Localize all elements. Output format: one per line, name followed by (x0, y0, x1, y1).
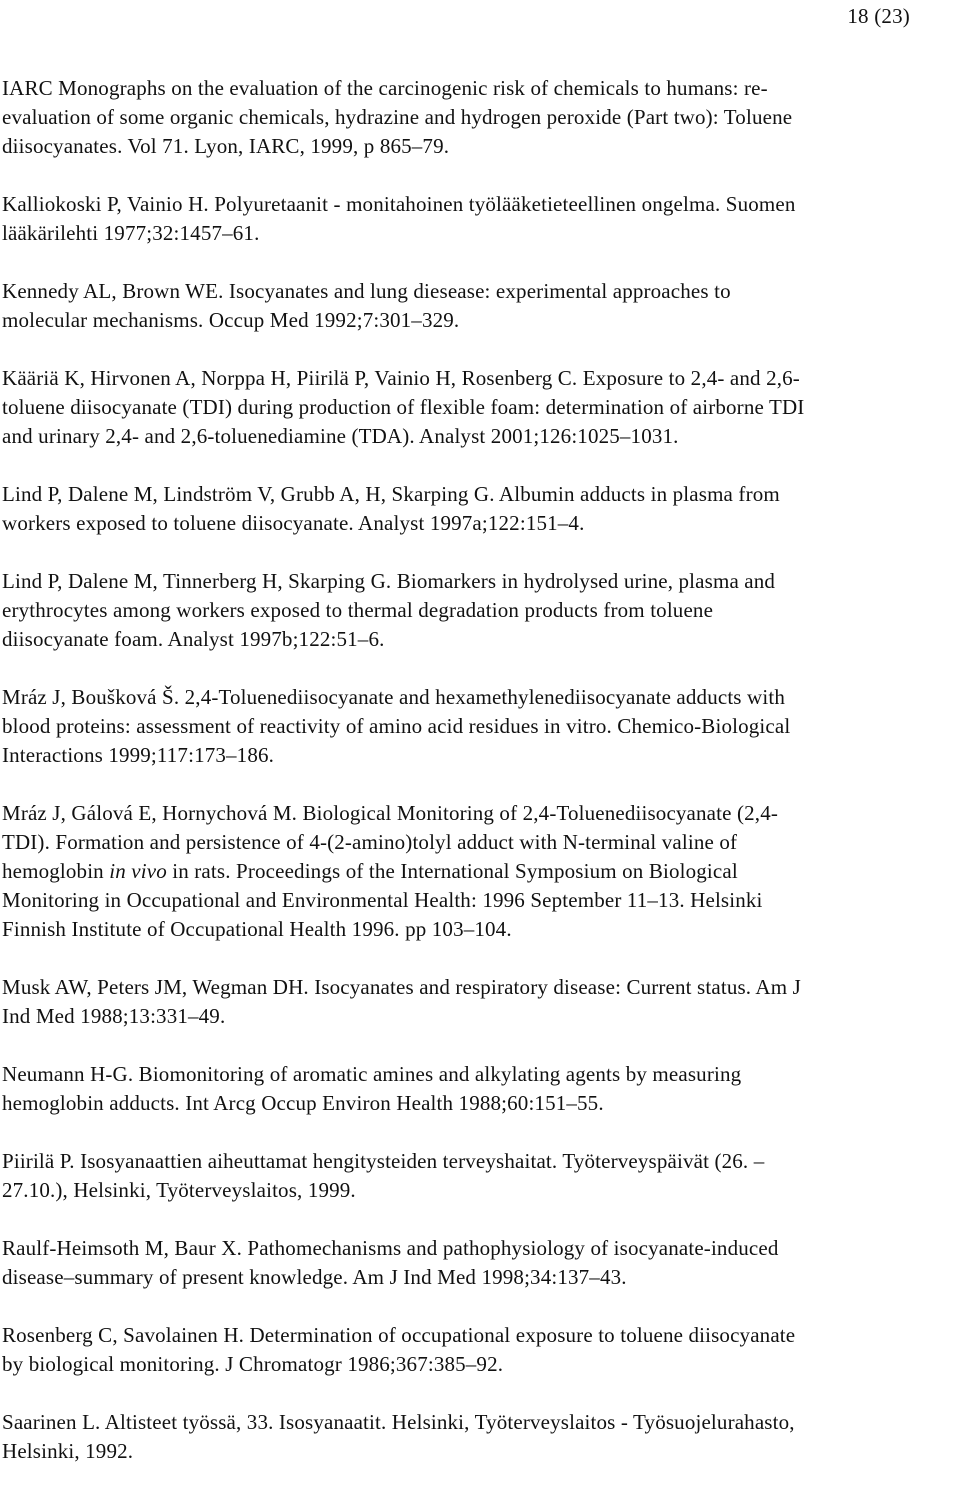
page-number: 18 (23) (847, 4, 910, 28)
reference-rosenberg: Rosenberg C, Savolainen H. Determination of occupational exposure to toluene diisocyanate by biological monitoring. J Chromatogr 1986;367:385–92. (2, 1323, 796, 1376)
reference-lind-1997b: Lind P, Dalene M, Tinnerberg H, Skarping G. Biomarkers in hydrolysed urine, plasma and erythrocytes among workers exposed to thermal degradation products from toluene diisocyanate foam. Analyst 1997b;122:51–6. (2, 569, 776, 651)
reference-piirila: Piirilä P. Isosyanaattien aiheuttamat hengitysteiden terveyshaitat. Työterveyspäivät (26. – 27.10.), Helsinki, Työterveyslaitos, 1999. (2, 1149, 765, 1202)
reference-text-part: Mráz J, Gálová E, Hornychová M. Biological Monitoring of 2,4-Toluenediisocyanate (2,4- TDI). Formation and persistence of 4-(2-amino)tolyl adduct with N-terminal valine of hemoglobin (2, 801, 778, 883)
reference-lind-1997a: Lind P, Dalene M, Lindström V, Grubb A, H, Skarping G. Albumin adducts in plasma from workers exposed to toluene diisocyanate. Analyst 1997a;122:151–4. (2, 482, 780, 535)
reference-kennedy: Kennedy AL, Brown WE. Isocyanates and lung diesease: experimental approaches to molecular mechanisms. Occup Med 1992;7:301–329. (2, 279, 731, 332)
reference-text-part: in rats. Proceedings of the International Symposium on Biological Monitoring in Occupational and Environmental Health: 1996 September 11–13. Helsinki Finnish Institute of Occupational Health 1996. pp 103–104. (2, 859, 763, 941)
reference-saarinen: Saarinen L. Altisteet työssä, 33. Isosyanaatit. Helsinki, Työterveyslaitos - Työsuojelurahasto, Helsinki, 1992. (2, 1410, 795, 1463)
reference-musk: Musk AW, Peters JM, Wegman DH. Isocyanates and respiratory disease: Current status. Am J Ind Med 1988;13:331–49. (2, 975, 801, 1028)
reference-mraz-1999: Mráz J, Boušková Š. 2,4-Toluenediisocyanate and hexamethylenediisocyanate adducts with blood proteins: assessment of reactivity of amino acid residues in vitro. Chemico-Biological Interactions 1999;117:173–186. (2, 685, 791, 767)
reference-kaaria: Kääriä K, Hirvonen A, Norppa H, Piirilä P, Vainio H, Rosenberg C. Exposure to 2,4- and 2,6- toluene diisocyanate (TDI) during production of flexible foam: determination of airborne TDI and urinary 2,4- and 2,6-toluenediamine (TDA). Analyst 2001;126:1025–1031. (2, 366, 805, 448)
reference-italic-in-vivo: in vivo (109, 859, 167, 883)
reference-list (2, 74, 960, 1495)
reference-kalliokoski: Kalliokoski P, Vainio H. Polyuretaanit - monitahoinen työlääketieteellinen ongelma. Suomen lääkärilehti 1977;32:1457–61. (2, 192, 796, 245)
reference-neumann: Neumann H-G. Biomonitoring of aromatic amines and alkylating agents by measuring hemoglobin adducts. Int Arcg Occup Environ Health 1988;60:151–55. (2, 1062, 742, 1115)
reference-raulf-heimsoth: Raulf-Heimsoth M, Baur X. Pathomechanisms and pathophysiology of isocyanate-induced disease–summary of present knowledge. Am J Ind Med 1998;34:137–43. (2, 1236, 779, 1289)
reference-mraz-1996 (2, 799, 960, 944)
reference-iarc-monographs: IARC Monographs on the evaluation of the carcinogenic risk of chemicals to humans: re- evaluation of some organic chemicals, hydrazine and hydrogen peroxide (Part two): Toluene diisocyanates. Vol 71. Lyon, IARC, 1999, p 865–79. (2, 76, 793, 158)
